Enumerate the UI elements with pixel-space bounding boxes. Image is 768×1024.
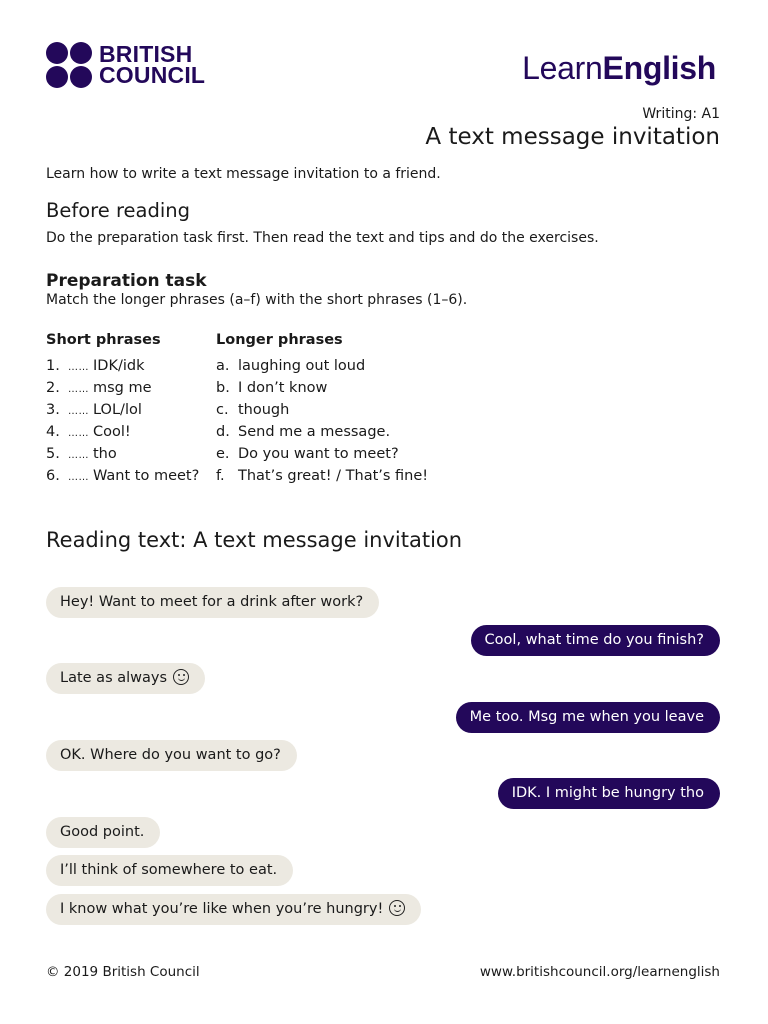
chat-bubble-outgoing: IDK. I might be hungry tho [498,778,720,809]
longer-phrases-heading: Longer phrases [216,332,343,348]
answer-blank[interactable]: …… [68,406,89,417]
short-phrase-item: 4. …… Cool! [46,421,199,443]
answer-blank[interactable]: …… [68,450,89,461]
chat-bubble-incoming: I’ll think of somewhere to eat. [46,855,293,886]
before-reading-heading: Before reading [46,199,191,222]
level-label: Writing: A1 [642,106,720,122]
short-phrases-list [46,355,199,487]
longer-phrases-list [216,355,428,487]
preparation-instructions: Match the longer phrases (a–f) with the short phrases (1–6). [46,292,468,308]
footer-url-link[interactable]: www.britishcouncil.org/learnenglish [479,964,720,980]
chat-bubble-incoming: Good point. [46,817,160,848]
answer-blank[interactable]: …… [68,384,89,395]
short-phrase-item: 5. …… tho [46,443,199,465]
short-phrase-item: 6. …… Want to meet? [46,465,199,487]
before-reading-text: Do the preparation task first. Then read the text and tips and do the exercises. [46,230,599,246]
british-council-logo [46,42,205,88]
footer-copyright: © 2019 British Council [46,964,200,980]
chat-bubble-incoming: I know what you’re like when you’re hungry! [46,894,421,925]
preparation-task-heading: Preparation task [46,271,207,291]
longer-phrase-item: e. Do you want to meet? [216,446,399,462]
chat-bubble-incoming: Hey! Want to meet for a drink after work? [46,587,379,618]
short-phrase-item: 1. …… IDK/idk [46,355,199,377]
page-title: A text message invitation [425,124,720,150]
intro-text: Learn how to write a text message invitation to a friend. [46,166,441,182]
british-council-wordmark: BRITISH COUNCIL [99,41,206,88]
chat-bubble-incoming: Late as always [46,663,205,694]
longer-phrase-item: d. Send me a message. [216,424,391,440]
winking-face-icon [389,900,405,916]
chat-bubble-incoming: OK. Where do you want to go? [46,740,297,771]
answer-blank[interactable]: …… [68,472,89,483]
longer-phrase-item: b. I don’t know [216,380,328,396]
longer-phrase-item: f. That’s great! / That’s fine! [216,468,429,484]
answer-blank[interactable]: …… [68,428,89,439]
short-phrase-item: 3. …… LOL/lol [46,399,199,421]
learnenglish-logo: LearnEnglish [522,50,716,86]
reading-text-heading: Reading text: A text message invitation [46,528,463,552]
longer-phrase-item: a. laughing out loud [216,358,366,374]
sad-face-icon [173,669,189,685]
chat-bubble-outgoing: Me too. Msg me when you leave [456,702,720,733]
short-phrase-item: 2. …… msg me [46,377,199,399]
short-phrases-heading: Short phrases [46,332,161,348]
longer-phrase-item: c. though [216,402,290,418]
answer-blank[interactable]: …… [68,362,89,373]
british-council-dots-icon [46,42,94,88]
chat-bubble-outgoing: Cool, what time do you finish? [471,625,720,656]
